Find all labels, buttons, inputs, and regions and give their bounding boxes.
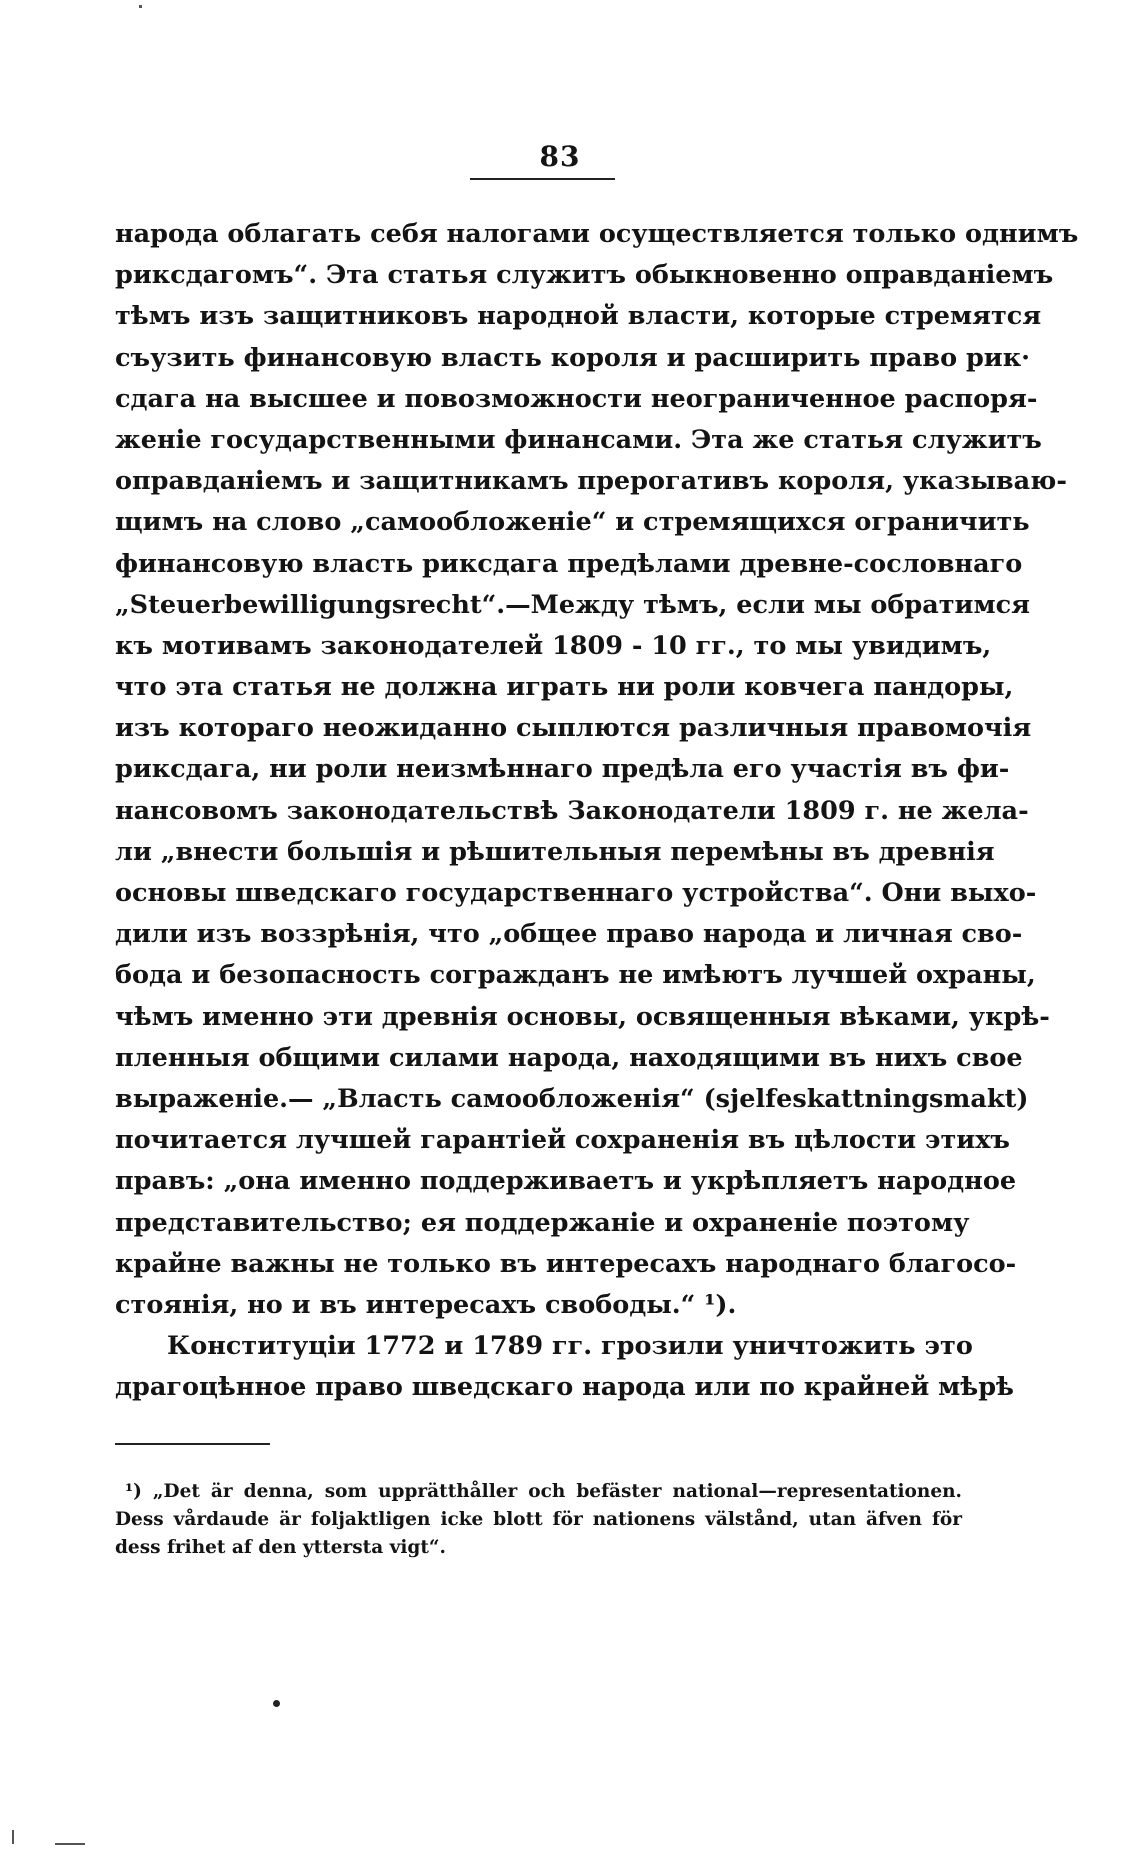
- text-line: ли „внести большія и рѣшительныя перемѣны въ древнія: [115, 836, 995, 867]
- page-number: 83: [539, 140, 581, 173]
- text-line: народа облагать себя налогами осуществляется только однимъ: [115, 219, 1079, 249]
- footnote-line: ¹) „Det är denna, som upprätthåller och befäster national—representationen.: [125, 1481, 962, 1502]
- text-line: оправданіемъ и защитникамъ прерогативъ короля, указываю-: [115, 466, 1067, 497]
- text-line: женіе государственными финансами. Эта же статья служитъ: [115, 424, 1042, 455]
- text-line: изъ котораго неожиданно сыплются различныя правомочія: [115, 713, 1032, 744]
- footnote-line: dess frihet af den yttersta vigt“.: [115, 1537, 446, 1558]
- text-line: чѣмъ именно эти древнія основы, освященныя вѣками, укрѣ-: [115, 1001, 1050, 1032]
- text-line: съузить финансовую власть короля и расширить право рик·: [115, 342, 1031, 373]
- body-text: [115, 214, 1079, 1408]
- text-line: представительство; ея поддержаніе и охраненіе поэтому: [115, 1207, 970, 1238]
- text-line: выраженіе.— „Власть самообложенія“ (sjelfeskattningsmakt): [115, 1083, 1029, 1114]
- scan-mark: [55, 1843, 85, 1845]
- text-line: стоянія, но и въ интересахъ свободы.“ ¹).: [115, 1289, 737, 1320]
- text-line: „Steuerbewilligungsrecht“.—Между тѣмъ, если мы обратимся: [115, 589, 1030, 620]
- text-line: тѣмъ изъ защитниковъ народной власти, которые стремятся: [115, 301, 1042, 332]
- text-line: нансовомъ законодательствѣ Законодатели 1809 г. не жела-: [115, 795, 1029, 826]
- text-line: что эта статья не должна играть ни роли ковчега пандоры,: [115, 672, 1014, 703]
- text-line: щимъ на слово „самообложеніе“ и стремящихся ограничить: [115, 507, 1030, 538]
- text-line: драгоцѣнное право шведскаго народа или по крайней мѣрѣ: [115, 1372, 1014, 1403]
- text-line: сдага на высшее и повозможности неограниченное распоря-: [115, 383, 1038, 414]
- page-number-rule: [470, 178, 615, 180]
- text-line: пленныя общими силами народа, находящими въ нихъ свое: [115, 1042, 1023, 1073]
- text-line: дили изъ воззрѣнія, что „общее право народа и личная сво-: [115, 919, 1023, 950]
- text-line: риксдага, ни роли неизмѣннаго предѣла его участія въ фи-: [115, 754, 1010, 785]
- text-line: къ мотивамъ законодателей 1809 - 10 гг., то мы увидимъ,: [115, 630, 992, 661]
- ink-speck: [273, 1700, 280, 1707]
- text-line: правъ: „она именно поддерживаетъ и укрѣпляетъ народное: [115, 1166, 1017, 1197]
- text-line: основы шведскаго государственнаго устройства“. Они выхо-: [115, 878, 1037, 908]
- text-line: почитается лучшей гарантіей сохраненія въ цѣлости этихъ: [115, 1125, 1010, 1156]
- footnote-rule: [115, 1443, 270, 1445]
- text-line: финансовую власть риксдага предѣлами древне-сословнаго: [115, 548, 1023, 579]
- text-line: крайне важны не только въ интересахъ народнаго благосо-: [115, 1248, 1017, 1279]
- text-line: Конституціи 1772 и 1789 гг. грозили уничтожить это: [167, 1331, 973, 1362]
- footnote: [115, 1478, 962, 1562]
- text-line: бода и безопасность согражданъ не имѣютъ лучшей охраны,: [115, 960, 1036, 991]
- scan-mark: [12, 1830, 14, 1844]
- text-line: риксдагомъ“. Эта статья служитъ обыкновенно оправданіемъ: [115, 260, 1054, 291]
- ink-speck: [139, 5, 142, 8]
- footnote-line: Dess vårdaude är foljaktligen icke blott för nationens välstånd, utan äfven för: [115, 1509, 962, 1530]
